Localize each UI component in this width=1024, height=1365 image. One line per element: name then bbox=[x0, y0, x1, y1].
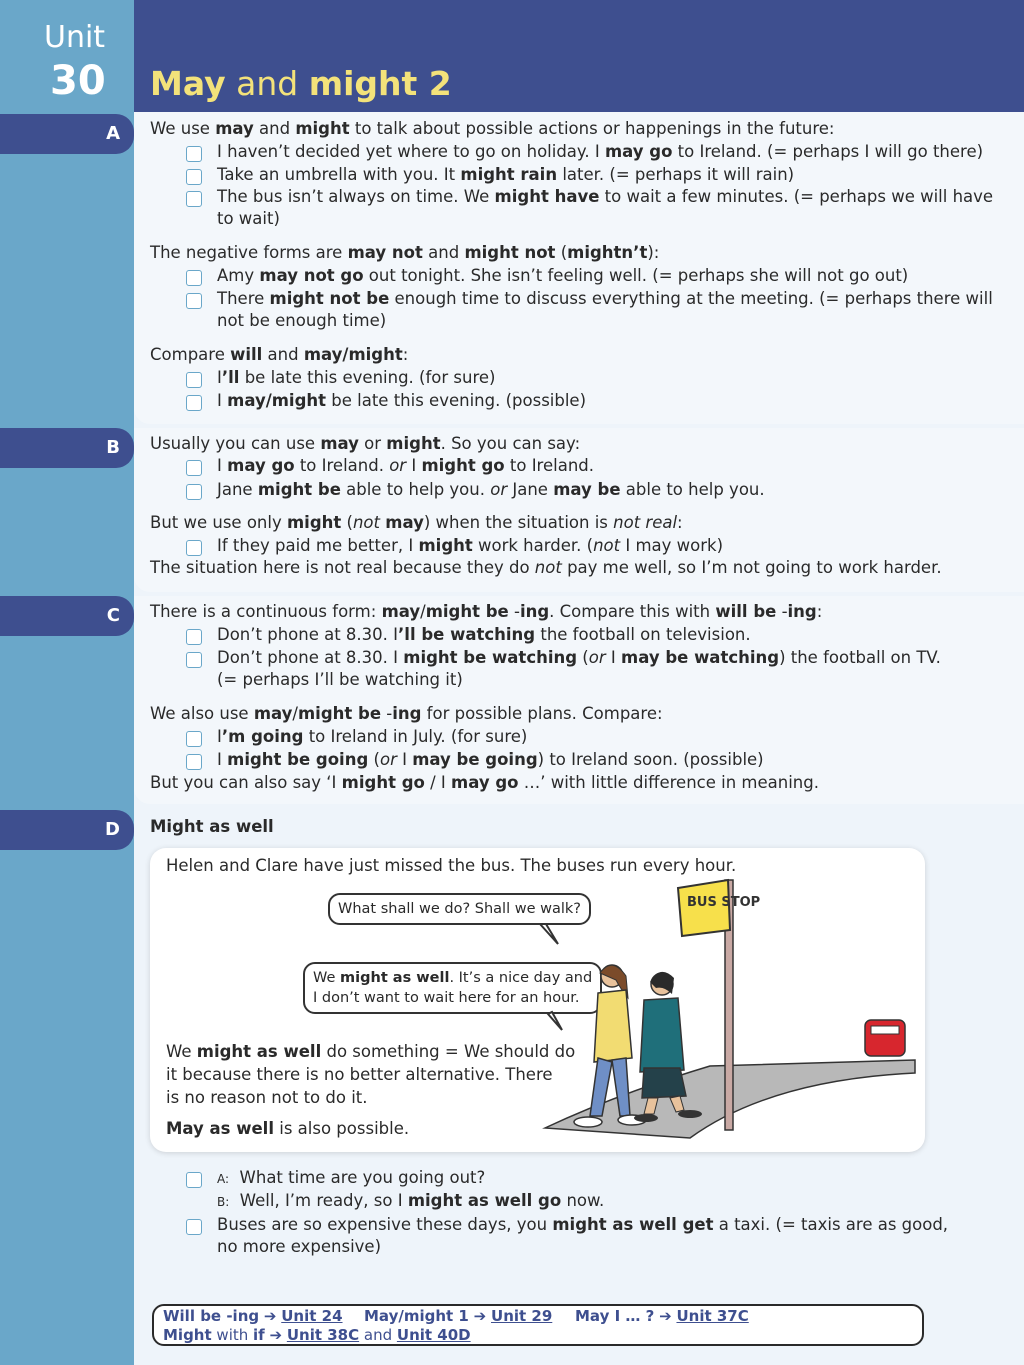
example-checkbox bbox=[186, 1172, 202, 1188]
example-line: Buses are so expensive these days, you might as well get a taxi. (= taxis are as good, bbox=[217, 1215, 949, 1234]
cross-reference-box bbox=[152, 1304, 924, 1346]
example-line: Don’t phone at 8.30. I’ll be watching the football on television. bbox=[217, 625, 751, 644]
section-b-intro: Usually you can use may or might. So you can say: bbox=[150, 434, 581, 453]
section-tab-c: C bbox=[0, 596, 134, 636]
xref-might-with-if: Might with if ➔ Unit 38C and Unit 40D bbox=[163, 1326, 471, 1344]
example-checkbox bbox=[186, 293, 202, 309]
example-line: not be enough time) bbox=[217, 311, 387, 330]
example-line: If they paid me better, I might work harder. (not I may work) bbox=[217, 536, 724, 555]
definition-line: We might as well do something = We should do bbox=[166, 1042, 576, 1061]
example-line: (= perhaps I’ll be watching it) bbox=[217, 670, 463, 689]
page-title: May and might 2 bbox=[150, 64, 452, 103]
example-line: Amy may not go out tonight. She isn’t feeling well. (= perhaps she will not go out) bbox=[217, 266, 909, 285]
section-b-rule: But we use only might (not may) when the situation is not real: bbox=[150, 513, 683, 532]
example-checkbox bbox=[186, 540, 202, 556]
example-checkbox bbox=[186, 460, 202, 476]
example-checkbox bbox=[186, 754, 202, 770]
unit-box bbox=[0, 0, 134, 112]
example-line: There might not be enough time to discuss everything at the meeting. (= perhaps there will bbox=[217, 289, 993, 308]
example-line: no more expensive) bbox=[217, 1237, 382, 1256]
link-unit-38c[interactable]: Unit 38C bbox=[286, 1326, 360, 1344]
dialogue-line-b: B: Well, I’m ready, so I might as well go now. bbox=[217, 1191, 605, 1210]
section-a-compare: Compare will and may/might: bbox=[150, 345, 409, 364]
section-tab-d: D bbox=[0, 810, 134, 850]
link-unit-24[interactable]: Unit 24 bbox=[281, 1307, 343, 1325]
example-line: to wait) bbox=[217, 209, 280, 228]
example-checkbox bbox=[186, 731, 202, 747]
speech-bubble-1: What shall we do? Shall we walk? bbox=[328, 893, 591, 925]
example-checkbox bbox=[186, 395, 202, 411]
speech-bubble-2: We might as well. It’s a nice day and I don’t want to wait here for an hour. bbox=[303, 962, 602, 1014]
link-unit-37c[interactable]: Unit 37C bbox=[676, 1307, 749, 1325]
section-d-heading: Might as well bbox=[150, 817, 274, 836]
example-checkbox bbox=[186, 191, 202, 207]
example-checkbox bbox=[186, 169, 202, 185]
section-c-intro: There is a continuous form: may/might be -ing. Compare this with will be -ing: bbox=[150, 602, 823, 621]
example-checkbox bbox=[186, 1219, 202, 1235]
example-checkbox bbox=[186, 484, 202, 500]
definition-line: May as well is also possible. bbox=[166, 1119, 410, 1138]
section-a-negative: The negative forms are may not and might not (mightn’t): bbox=[150, 243, 660, 262]
xref-will-be-ing: Will be -ing ➔ Unit 24 bbox=[163, 1307, 343, 1325]
bus-stop-illustration bbox=[150, 848, 925, 1152]
example-line: I haven’t decided yet where to go on holiday. I may go to Ireland. (= perhaps I will go there) bbox=[217, 142, 984, 161]
example-line: I’ll be late this evening. (for sure) bbox=[217, 368, 496, 387]
example-line: Jane might be able to help you. or Jane may be able to help you. bbox=[217, 480, 765, 499]
dialogue-line-a: A: What time are you going out? bbox=[217, 1168, 486, 1187]
example-checkbox bbox=[186, 372, 202, 388]
panel-intro: Helen and Clare have just missed the bus. The buses run every hour. bbox=[166, 856, 737, 875]
example-line: Take an umbrella with you. It might rain later. (= perhaps it will rain) bbox=[217, 165, 795, 184]
example-checkbox bbox=[186, 652, 202, 668]
example-line: The bus isn’t always on time. We might have to wait a few minutes. (= perhaps we will have bbox=[217, 187, 994, 206]
example-checkbox bbox=[186, 146, 202, 162]
link-unit-29[interactable]: Unit 29 bbox=[491, 1307, 553, 1325]
definition-line: it because there is no better alternative. There bbox=[166, 1065, 553, 1084]
illustration-panel bbox=[150, 848, 925, 1152]
section-c-plans: We also use may/might be -ing for possible plans. Compare: bbox=[150, 704, 663, 723]
example-line: I might be going (or I may be going) to Ireland soon. (possible) bbox=[217, 750, 764, 769]
xref-may-i: May I … ? ➔ Unit 37C bbox=[575, 1307, 749, 1325]
section-a-intro: We use may and might to talk about possible actions or happenings in the future: bbox=[150, 119, 835, 138]
link-unit-40d[interactable]: Unit 40D bbox=[396, 1326, 471, 1344]
section-c-note: But you can also say ‘I might go / I may go …’ with little difference in meaning. bbox=[150, 773, 819, 792]
example-line: I may/might be late this evening. (possible) bbox=[217, 391, 587, 410]
example-line: Don’t phone at 8.30. I might be watching (or I may be watching) the football on TV. bbox=[217, 648, 941, 667]
example-line: I may go to Ireland. or I might go to Ireland. bbox=[217, 456, 595, 475]
xref-may-might-1: May/might 1 ➔ Unit 29 bbox=[364, 1307, 553, 1325]
example-checkbox bbox=[186, 270, 202, 286]
bus-stop-sign-text: BUS STOP bbox=[687, 895, 761, 910]
example-checkbox bbox=[186, 629, 202, 645]
sidebar bbox=[0, 0, 134, 1365]
section-b-note: The situation here is not real because they do not pay me well, so I’m not going to work harder. bbox=[150, 558, 942, 577]
section-tab-a: A bbox=[0, 114, 134, 154]
definition-line: is no reason not to do it. bbox=[166, 1088, 368, 1107]
example-line: I’m going to Ireland in July. (for sure) bbox=[217, 727, 528, 746]
unit-number: 30 bbox=[50, 58, 106, 104]
section-tab-b: B bbox=[0, 428, 134, 468]
unit-word: Unit bbox=[44, 20, 106, 55]
